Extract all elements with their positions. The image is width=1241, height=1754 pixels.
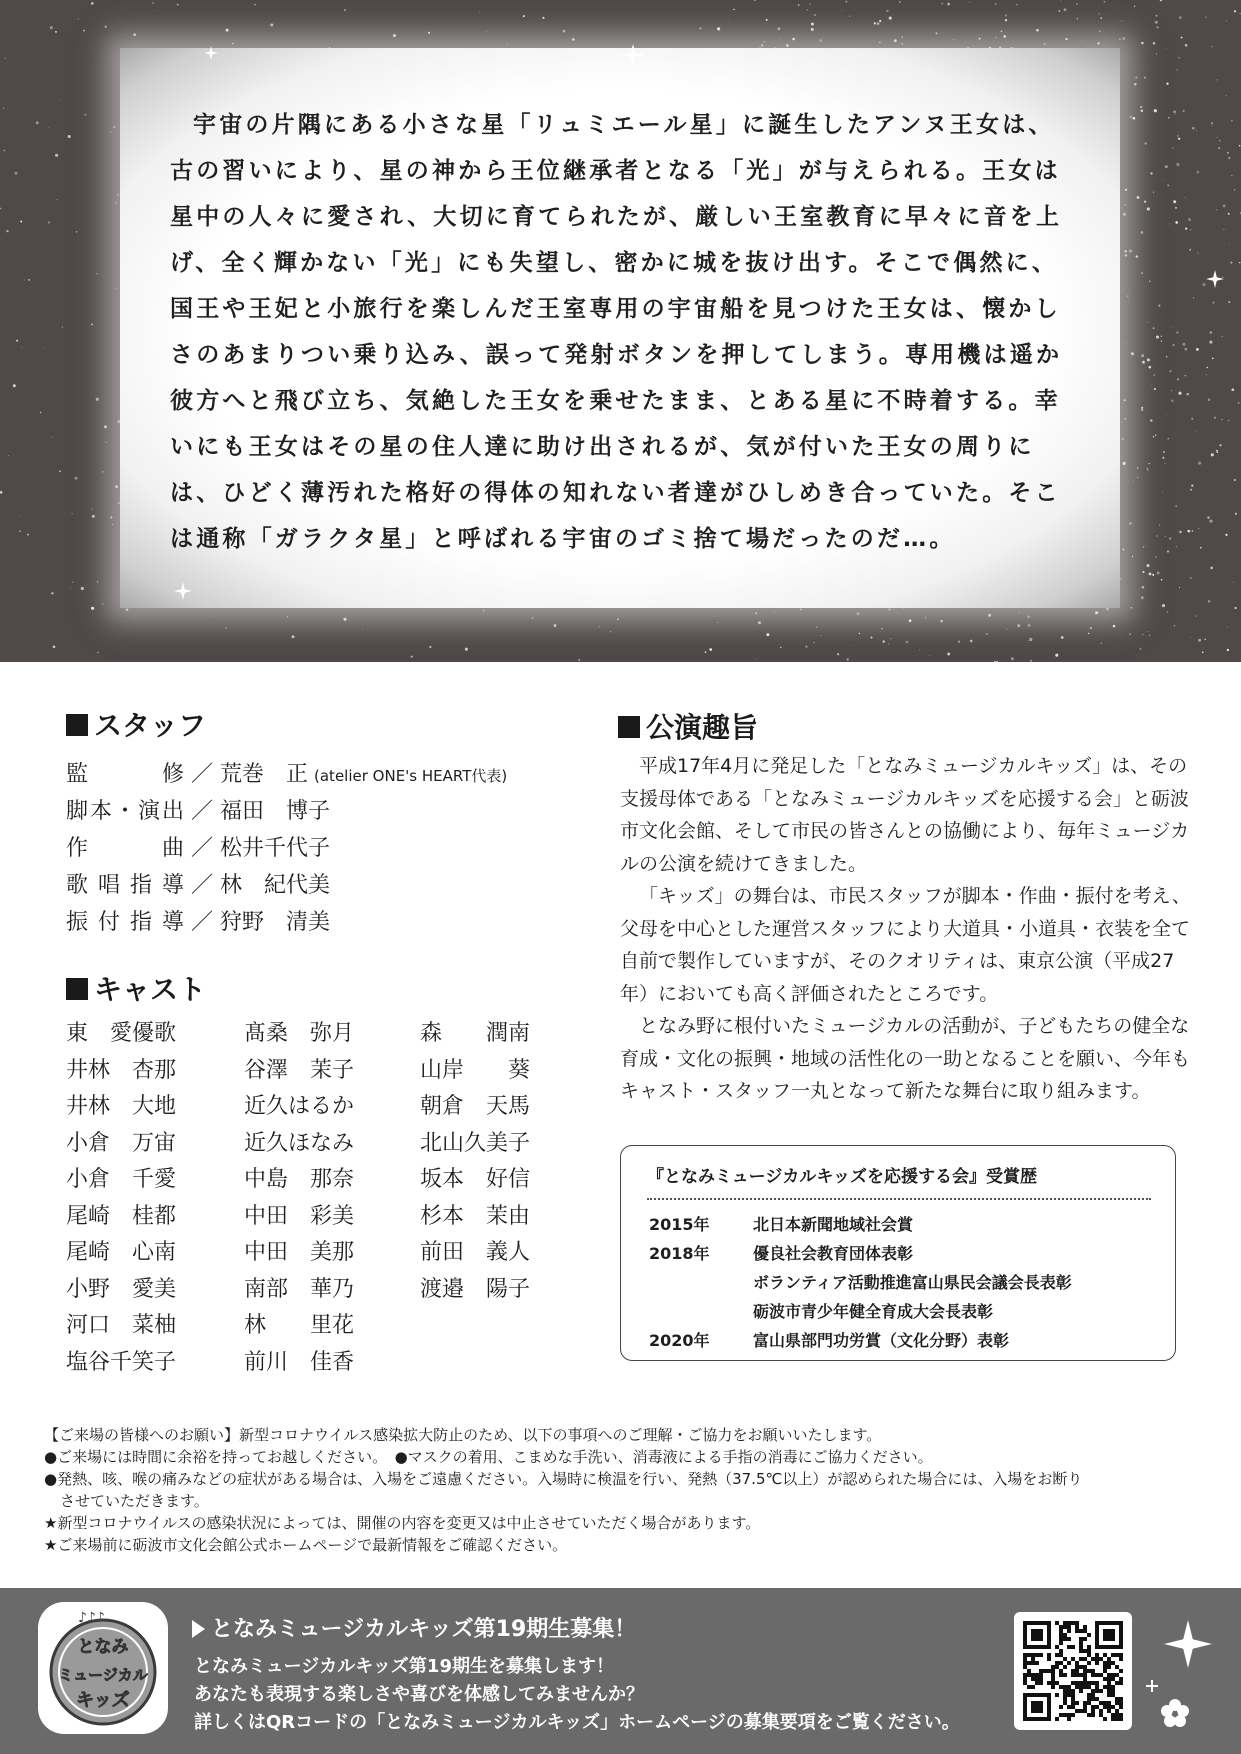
staff-heading: スタッフ <box>66 704 206 744</box>
award-text: 優良社会教育団体表彰 <box>753 1244 914 1263</box>
recruit-line: となみミュージカルキッズ第19期生を募集します！ <box>194 1656 614 1677</box>
purpose-paragraph: 平成17年4月に発足した「となみミュージカルキッズ」は、その支援母体である「となみミュージカルキッズを応援する会」と砺波市文化会館、そして市民の皆さんとの協働により、毎年ミュージカルの公演を続けてきました。 <box>620 755 1190 875</box>
logo-text: キッズ <box>76 1690 130 1711</box>
cast-column-3 <box>420 1016 580 1308</box>
staff-name: 福田 博子 <box>220 799 331 824</box>
cast-member: 杉本 茉由 <box>420 1203 531 1229</box>
cast-member: 尾崎 心南 <box>66 1240 177 1265</box>
notice-line: させていただきます。 <box>60 1492 209 1510</box>
cast-member: 尾崎 桂都 <box>66 1203 177 1229</box>
recruit-line: あなたも表現する楽しさや喜びを体感してみませんか？ <box>194 1684 644 1705</box>
kids-logo <box>38 1602 168 1734</box>
staff-row <box>66 830 586 867</box>
cast-member: 森 潤南 <box>420 1021 531 1046</box>
staff-name: 荒巻 正 <box>220 762 309 787</box>
notice-line: ●ご来場には時間に余裕を持ってお越しください。 ●マスクの着用、こまめな手洗い、消毒液による手指の消毒にご協力ください。 <box>44 1448 933 1466</box>
purpose-body <box>620 750 1198 1108</box>
notice-line: ★ご来場前に砺波市文化会館公式ホームページで最新情報をご確認ください。 <box>44 1536 568 1554</box>
sparkle-icon <box>622 44 644 66</box>
award-row <box>649 1212 913 1235</box>
awards-divider <box>647 1198 1151 1200</box>
cast-member: 井林 杏那 <box>66 1057 177 1083</box>
awards-title: 『となみミュージカルキッズを応援する会』受賞歴 <box>647 1167 1037 1187</box>
notice-line: ●発熱、咳、喉の痛みなどの症状がある場合は、入場をご遠慮ください。入場時に検温を行い、発熱（37.5℃以上）が認められた場合には、入場をお断り <box>44 1470 1083 1488</box>
cast-member: 塩谷千笑子 <box>66 1349 177 1375</box>
staff-list <box>66 756 586 941</box>
staff-role: 監修 <box>66 762 184 787</box>
cast-member: 中田 美那 <box>244 1240 355 1265</box>
award-text: ボランティア活動推進富山県民会議会長表彰 <box>753 1273 1072 1292</box>
purpose-heading: 公演趣旨 <box>618 706 758 746</box>
cast-member: 井林 大地 <box>66 1094 177 1119</box>
staff-role: 脚本・演出 <box>66 799 184 824</box>
purpose-paragraph: 「キッズ」の舞台は、市民スタッフが脚本・作曲・振付を考え、父母を中心とした運営スタッフにより大道具・小道具・衣装を全て自前で製作していますが、そのクオリティは、東京公演（平成27年）においても高く評価されたところです。 <box>620 885 1191 1005</box>
award-row <box>649 1270 1072 1293</box>
staff-separator: ／ <box>190 910 213 935</box>
cast-member: 中田 彩美 <box>244 1203 355 1229</box>
cast-member: 渡邉 陽子 <box>420 1276 531 1302</box>
qr-code[interactable] <box>1014 1612 1132 1730</box>
award-text: 砺波市青少年健全育成大会長表彰 <box>753 1302 994 1321</box>
staff-role: 作曲 <box>66 836 184 861</box>
cast-member: 近久ほなみ <box>244 1130 355 1156</box>
covid-notice <box>44 1424 1214 1556</box>
plus-icon <box>1146 1680 1158 1692</box>
logo-text: ミュージカル <box>58 1666 148 1684</box>
cast-member: 中島 那奈 <box>244 1167 355 1192</box>
staff-separator: ／ <box>190 836 213 861</box>
purpose-paragraph: となみ野に根付いたミュージカルの活動が、子どもたちの健全な育成・文化の振興・地域の活性化の一助となることを願い、今年もキャスト・スタッフ一丸となって新たな舞台に取り組みます。 <box>620 1015 1191 1102</box>
staff-role: 振付指導 <box>66 910 184 935</box>
kids-logo-art <box>38 1602 168 1734</box>
story-text: 宇宙の片隅にある小さな星「リュミエール星」に誕生したアンヌ王女は、古の習いにより、星の神から王位継承者となる「光」が与えられる。王女は星中の人々に愛され、大切に育てられたが、厳しい王室教育に早々に音を上げ、全く輝かない「光」にも失望し、密かに城を抜け出す。そこで偶然に、国王や王妃と小旅行を楽しんだ王室専用の宇宙船を見つけた王女は、懐かしさのあまりつい乗り込み、誤って発射ボタンを押してしまう。専用機は遥か彼方へと飛び立ち、気絶した王女を乗せたまま、とある星に不時着する。幸いにも王女はその星の住人達に助け出されるが、気が付いた王女の周りには、ひどく薄汚れた格好の得体の知れない者達がひしめき合っていた。そこは通称「ガラクタ星」と呼ばれる宇宙のゴミ捨て場だったのだ…。 <box>170 112 1063 552</box>
award-text: 北日本新聞地域社会賞 <box>753 1215 914 1234</box>
svg-text:♪♪♪: ♪♪♪ <box>78 1610 105 1626</box>
cast-member: 山岸 葵 <box>420 1057 531 1083</box>
notice-line: ★新型コロナウイルスの感染状況によっては、開催の内容を変更又は中止させていただく場合があります。 <box>44 1514 761 1532</box>
sparkle-icon <box>1164 1620 1212 1668</box>
staff-row <box>66 793 586 830</box>
cast-member: 南部 華乃 <box>244 1276 355 1302</box>
staff-row <box>66 756 586 793</box>
cast-member: 小倉 万宙 <box>66 1130 177 1156</box>
cast-member: 小野 愛美 <box>66 1276 177 1302</box>
cast-heading: キャスト <box>66 968 206 1008</box>
cast-member: 谷澤 茉子 <box>244 1057 355 1083</box>
cast-column-1 <box>66 1016 226 1381</box>
cast-member: 河口 菜柚 <box>66 1313 177 1338</box>
staff-name: 狩野 清美 <box>220 910 331 935</box>
staff-note: (atelier ONE's HEART代表) <box>314 767 508 785</box>
cast-member: 前川 佳香 <box>244 1349 355 1375</box>
sparkle-icon <box>1206 270 1224 288</box>
cast-member: 前田 義人 <box>420 1240 531 1265</box>
recruit-title: となみミュージカルキッズ第19期生募集！ <box>192 1612 636 1643</box>
staff-row <box>66 867 586 904</box>
cast-member: 髙桑 弥月 <box>244 1021 355 1046</box>
awards-box <box>620 1145 1176 1361</box>
recruit-banner <box>0 1588 1241 1754</box>
staff-separator: ／ <box>190 799 213 824</box>
cast-member: 朝倉 天馬 <box>420 1094 531 1119</box>
award-year: 2018年 <box>649 1244 710 1263</box>
award-row <box>649 1328 1009 1351</box>
cast-member: 北山久美子 <box>420 1130 531 1156</box>
logo-text: となみ <box>77 1637 129 1657</box>
award-year: 2015年 <box>649 1215 710 1234</box>
flower-icon <box>1160 1698 1190 1728</box>
staff-separator: ／ <box>190 873 213 898</box>
sparkle-icon <box>174 582 192 600</box>
cast-column-2 <box>244 1016 404 1381</box>
award-row <box>649 1241 913 1264</box>
award-row <box>649 1299 993 1322</box>
notice-line: 【ご来場の皆様へのお願い】新型コロナウイルス感染拡大防止のため、以下の事項へのご理解・ご協力をお願いいたします。 <box>44 1426 882 1444</box>
staff-name: 林 紀代美 <box>220 873 331 898</box>
qr-code-pattern <box>1023 1621 1123 1721</box>
staff-row <box>66 904 586 941</box>
cast-member: 小倉 千愛 <box>66 1167 177 1192</box>
award-year: 2020年 <box>649 1331 710 1350</box>
staff-role: 歌唱指導 <box>66 873 184 898</box>
cast-member: 坂本 好信 <box>420 1167 531 1192</box>
recruit-line: 詳しくはQRコードの「となみミュージカルキッズ」ホームページの募集要項をご覧ください。 <box>194 1712 960 1733</box>
staff-separator: ／ <box>190 762 213 787</box>
story-panel <box>0 0 1241 662</box>
sparkle-icon <box>204 46 218 60</box>
staff-name: 松井千代子 <box>220 836 331 861</box>
award-text: 富山県部門功労賞（文化分野）表彰 <box>753 1331 1010 1350</box>
cast-member: 東 愛優歌 <box>66 1021 177 1046</box>
cast-member: 林 里花 <box>244 1313 355 1338</box>
cast-member: 近久はるか <box>244 1094 355 1119</box>
